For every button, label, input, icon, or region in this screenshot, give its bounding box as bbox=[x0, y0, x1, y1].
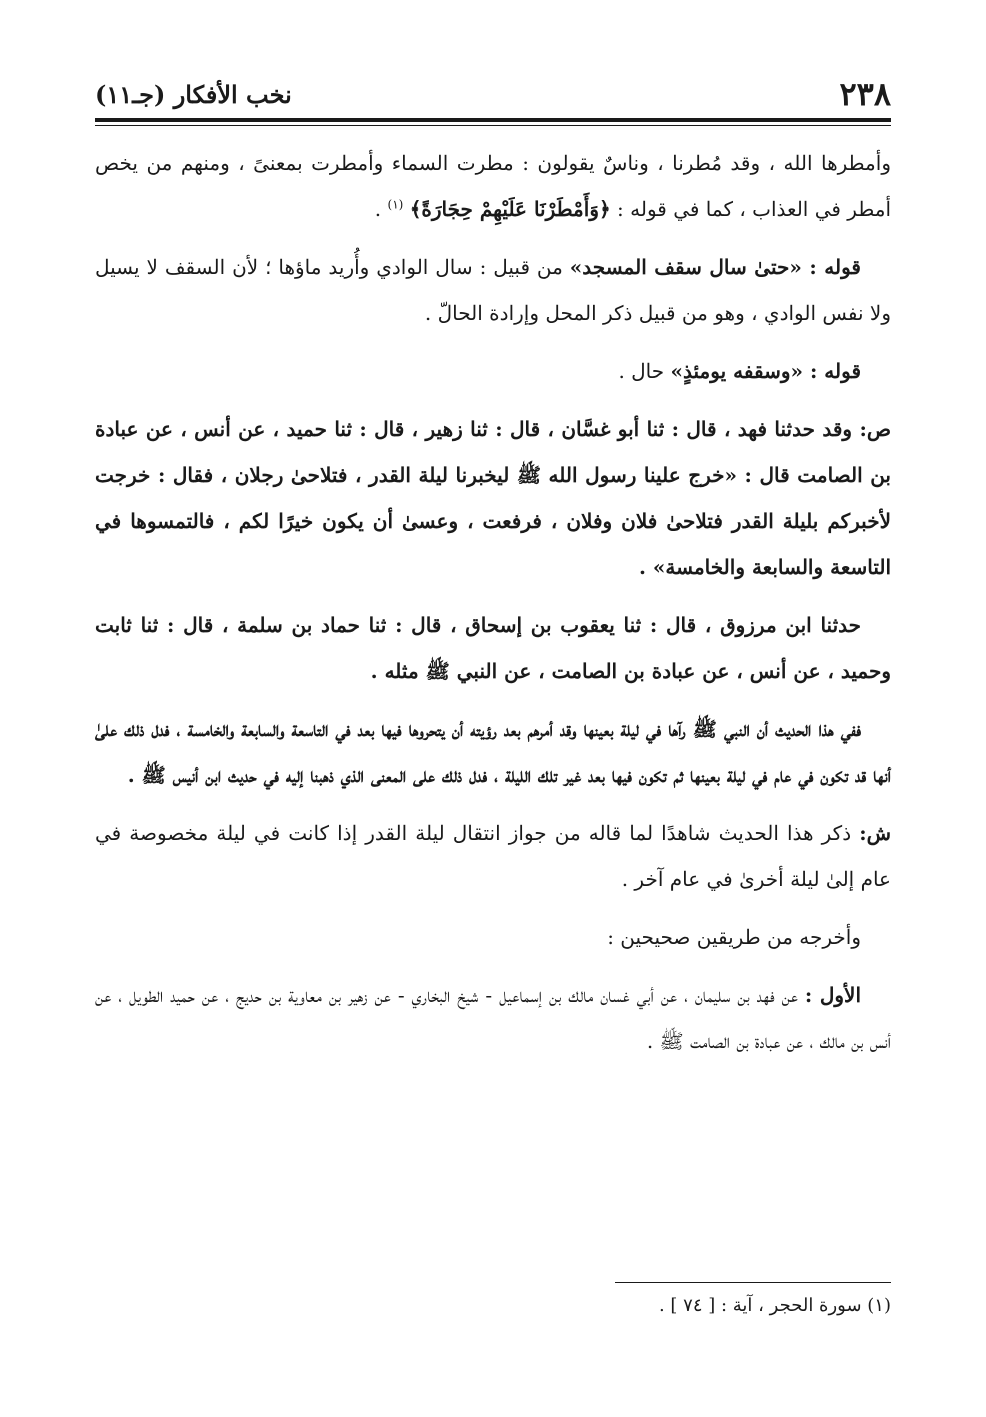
header-rule-thick bbox=[95, 118, 891, 122]
paragraph-lead: الأول : bbox=[804, 983, 862, 1007]
paragraph-text: حال . bbox=[618, 359, 665, 383]
header-rule-thin bbox=[95, 125, 891, 126]
quran-verse: ﴿وَأَمْطَرْنَا عَلَيْهِمْ حِجَارَةً﴾ bbox=[409, 197, 611, 221]
paragraph-2 bbox=[95, 244, 891, 336]
paragraph-lead: قوله : «حتىٰ سال سقف المسجد» bbox=[569, 255, 861, 279]
paragraph-9 bbox=[95, 972, 891, 1064]
footnote-rule bbox=[615, 1282, 891, 1283]
paragraph-4 bbox=[95, 406, 891, 590]
paragraph-text: . bbox=[374, 197, 382, 221]
paragraph-6 bbox=[95, 706, 891, 798]
footnote: (١) سورة الحجر ، آية : [ ٧٤ ] . bbox=[658, 1295, 891, 1316]
paragraph-text: عن فهد بن سليمان ، عن أبي غسان مالك بن إسماعيل - شيخ البخاري - عن زهير بن معاوية بن حديج ، عن حميد الطويل ، عن أنس بن مالك ، عن عبادة بن الصامت ﷺ . bbox=[95, 983, 891, 1053]
running-title: نخب الأفكار (جـ١١) bbox=[95, 79, 292, 109]
paragraph-5 bbox=[95, 602, 891, 694]
footnote-ref[interactable]: (١) bbox=[387, 197, 404, 212]
paragraph-1 bbox=[95, 140, 891, 232]
paragraph-text: وأمطرها الله ، وقد مُطرنا ، وناسٌ يقولون : مطرت السماء وأمطرت بمعنىً ، ومنهم من يخص أمطر في العذاب ، كما في قوله : bbox=[95, 151, 891, 221]
paragraph-text: من قبيل : سال الوادي وأُريد ماؤها ؛ لأن السقف لا يسيل ولا نفس الوادي ، وهو من قبيل ذكر المحل وإرادة الحالّ . bbox=[95, 255, 891, 325]
paragraph-text: ففي هذا الحديث أن النبي ﷺ رآها في ليلة بعينها وقد أمرهم بعد رؤيته أن يتحروها فيها بعد في التاسعة والسابعة والخامسة ، فدل ذلك علىٰ أنها قد تكون في عام في ليلة بعينها ثم تكون فيها بعد غير تلك الليلة ، فدل ذلك على المعنى الذي ذهبنا إليه في حديث ابن أنيس ﷺ . bbox=[95, 717, 891, 787]
page-header bbox=[95, 70, 891, 118]
paragraph-3 bbox=[95, 348, 891, 394]
paragraph-text: وأخرجه من طريقين صحيحين : bbox=[607, 925, 861, 949]
page-number: ٢٣٨ bbox=[839, 75, 891, 113]
paragraph-text: ذكر هذا الحديث شاهدًا لما قاله من جواز انتقال ليلة القدر إذا كانت في ليلة مخصوصة في عام إلىٰ ليلة أخرىٰ في عام آخر . bbox=[95, 821, 891, 891]
paragraph-text: حدثنا ابن مرزوق ، قال : ثنا يعقوب بن إسحاق ، قال : ثنا حماد بن سلمة ، قال : ثنا ثابت وحميد ، عن أنس ، عن عبادة بن الصامت ، عن النبي ﷺ مثله . bbox=[95, 613, 891, 683]
paragraph-8 bbox=[95, 914, 891, 960]
paragraph-text: وقد حدثنا فهد ، قال : ثنا أبو غسَّان ، قال : ثنا زهير ، قال : ثنا حميد ، عن أنس ، عن عبادة بن الصامت قال : «خرج علينا رسول الله ﷺ ليخبرنا ليلة القدر ، فتلاحىٰ رجلان ، فقال : خرجت لأخبركم بليلة القدر فتلاحىٰ فلان وفلان ، فرفعت ، وعسىٰ أن يكون خيرًا لكم ، فالتمسوها في التاسعة والسابعة والخامسة» . bbox=[95, 417, 891, 579]
paragraph-7 bbox=[95, 810, 891, 902]
paragraph-lead: ص: bbox=[859, 417, 891, 441]
main-text bbox=[95, 140, 891, 1076]
paragraph-lead: ش: bbox=[859, 821, 891, 845]
paragraph-lead: قوله : «وسقفه يومئذٍ» bbox=[670, 359, 861, 383]
